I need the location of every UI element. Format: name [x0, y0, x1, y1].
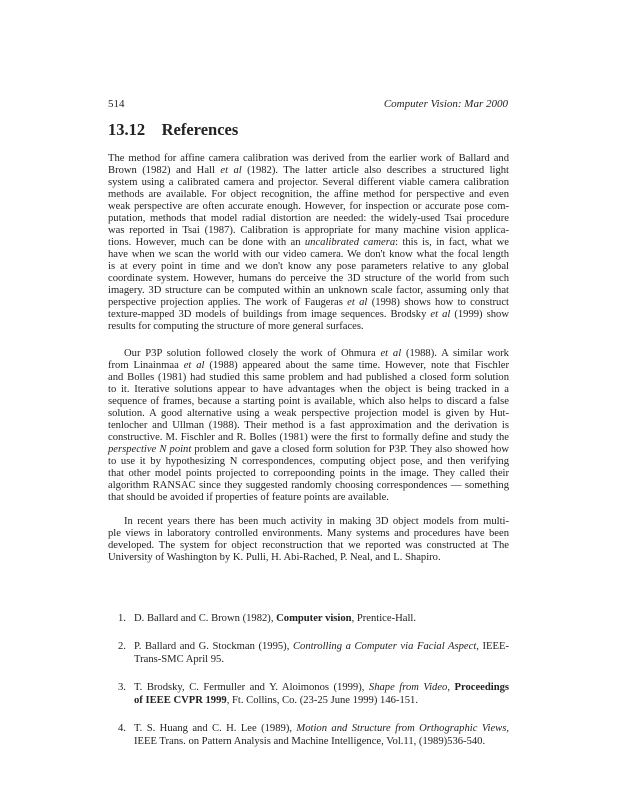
text-run: , — [447, 682, 455, 693]
text-run: to it. Iterative solutions appear to have advantages when the object is being tracked in a — [108, 384, 509, 395]
page-number: 514 — [108, 98, 125, 110]
running-title: Computer Vision: Mar 2000 — [383, 98, 508, 110]
text-line — [108, 261, 509, 273]
italic-text: Motion and Structure from Orthographic Views — [296, 723, 507, 734]
text-run: is at every point in time and we don't know any pose parameters relative to any global — [108, 261, 509, 272]
text-run: methods are available. For object recognition, the affine method for perspective and even — [108, 189, 509, 200]
reference-number: 3. — [118, 682, 126, 693]
text-run: tions. However, much can be done with an — [108, 237, 305, 248]
text-run: perspective projection applies. The work of Faugeras — [108, 297, 348, 308]
text-line — [108, 480, 509, 492]
italic-text: et al — [183, 360, 205, 371]
text-run: coordinate system. However, humans do perceive the 3D structure of the world from such — [108, 273, 509, 284]
text-line — [134, 653, 509, 666]
text-run: that other model points projected to correpoonding points in the image. They called their — [108, 468, 509, 479]
text-run: tenlocher and Ullman (1988). Their method is a fast approximation and the derivation is — [108, 420, 509, 431]
text-line — [108, 492, 509, 504]
paragraph-p3p-solution — [108, 348, 509, 504]
text-run: : this is, in fact, what we — [395, 237, 509, 248]
reference-number: 1. — [118, 613, 126, 624]
text-run: T. S. Huang and C. H. Lee (1989), — [134, 723, 297, 734]
text-run: T. Brodsky, C. Fermuller and Y. Aloimonos (1999), — [134, 682, 369, 693]
italic-text: et al — [347, 297, 368, 308]
text-line — [134, 722, 509, 735]
text-run: P. Ballard and G. Stockman (1995), — [134, 641, 293, 652]
italic-text: et al — [380, 348, 402, 359]
text-line — [108, 165, 509, 177]
bold-text: of IEEE CVPR 1999 — [134, 695, 227, 706]
text-run: have when we scan the world with our video camera. We don't know what the focal length — [108, 249, 509, 260]
text-line — [108, 360, 509, 372]
text-run: (1988) appeared about the same time. However, note that Fischler — [204, 360, 510, 371]
text-run: (1988). A similar work — [401, 348, 509, 359]
text-run: Trans-SMC April 95. — [134, 654, 224, 665]
text-line — [134, 681, 509, 694]
text-run: putation, methods that model radial distortion are needed: the widely-used Tsai procedure — [108, 213, 509, 224]
paragraph-3d-models — [108, 516, 509, 564]
text-run: , — [506, 723, 509, 734]
paragraph-affine-calibration — [108, 153, 509, 333]
text-run: was reported in Tsai (1987). Calibration is appropriate for many machine vision applica- — [108, 225, 509, 236]
text-line — [134, 640, 509, 653]
bold-text: Proceedings — [454, 682, 510, 693]
text-line — [108, 384, 509, 396]
text-line — [108, 408, 509, 420]
italic-text: et al — [430, 309, 451, 320]
text-line — [108, 432, 509, 444]
text-line — [108, 177, 509, 189]
text-line — [108, 309, 509, 321]
text-run: imagery. 3D structure can be computed within an unknown scale factor, assuming only that — [108, 285, 509, 296]
text-line — [108, 444, 509, 456]
text-line — [108, 189, 509, 201]
text-run: (1982). The latter article also describes a structured light — [241, 165, 509, 176]
text-run: sequence of frames, because a starting point is available, which also helps to discard a false — [108, 396, 509, 407]
reference-text — [134, 640, 509, 666]
section-heading: 13.12 References — [108, 120, 239, 139]
text-line — [108, 273, 509, 285]
text-run: , Ft. Collins, Co. (23-25 June 1999) 146-151. — [226, 695, 418, 706]
text-line — [108, 297, 509, 309]
reference-text — [134, 681, 509, 707]
italic-text: et al — [220, 165, 242, 176]
reference-text — [134, 612, 509, 625]
reference-number: 2. — [118, 641, 126, 652]
italic-text: perspective N point — [108, 444, 192, 455]
text-run: developed. The system for object reconstruction that we reported was constructed at The — [108, 540, 509, 551]
text-line — [108, 516, 509, 528]
text-run: , IEEE- — [476, 641, 509, 652]
text-run: problem and gave a closed form solution for P3P. They also showed how — [191, 444, 509, 455]
text-run: , Prentice-Hall. — [351, 613, 416, 624]
text-line — [108, 321, 509, 333]
italic-text: uncalibrated camera — [304, 237, 396, 248]
reference-text — [134, 722, 509, 748]
text-line — [108, 552, 509, 564]
text-line — [134, 735, 509, 748]
text-run: solution. A good alternative using a weak perspective projection model is given by Hut- — [108, 408, 509, 419]
text-run: system using a calibrated camera and projector. Several different viable camera calibration — [108, 177, 509, 188]
text-line — [108, 237, 509, 249]
text-line — [108, 396, 509, 408]
text-run: to use it by hypothesizing N correspondences, computing object pose, and then verifying — [108, 456, 509, 467]
reference-number: 4. — [118, 723, 126, 734]
reference-item — [118, 722, 509, 748]
text-run: (1998) shows how to construct — [367, 297, 509, 308]
text-line — [108, 348, 509, 360]
text-line — [108, 201, 509, 213]
text-run: constructive. M. Fischler and R. Bolles (1981) were the first to formally define and study the — [108, 432, 509, 443]
italic-text: Shape from Video — [368, 682, 448, 693]
text-run: results for computing the structure of more general surfaces. — [108, 321, 364, 332]
text-run: University of Washington by K. Pulli, H. Abi-Rached, P. Neal, and L. Shapiro. — [108, 552, 441, 563]
text-line — [108, 213, 509, 225]
text-line — [108, 468, 509, 480]
text-line — [108, 420, 509, 432]
text-line — [134, 694, 509, 707]
text-run: The method for affine camera calibration was derived from the earlier work of Ballard and — [108, 153, 509, 164]
text-run: In recent years there has been much activity in making 3D object models from multi- — [124, 516, 509, 527]
text-run: algorithm RANSAC since they suggested randomly choosing correspondences — something — [108, 480, 509, 491]
text-run: IEEE Trans. on Pattern Analysis and Machine Intelligence, Vol.11, (1989)536-540. — [134, 736, 486, 747]
text-run: from Linainmaa — [108, 360, 184, 371]
reference-item — [118, 640, 509, 666]
text-run: (1999) show — [450, 309, 509, 320]
text-run: texture-mapped 3D models of buildings from image sequences. Brodsky — [108, 309, 431, 320]
text-run: weak perspective are often accurate enough. However, for inspection or accurate pose com- — [108, 201, 509, 212]
text-line — [108, 540, 509, 552]
bold-text: Computer vision — [276, 613, 352, 624]
text-line — [108, 285, 509, 297]
text-run: that should be avoided if properties of feature points are available. — [108, 492, 389, 503]
text-line — [108, 528, 509, 540]
text-line — [108, 456, 509, 468]
text-run: and Bolles (1981) had studied this same problem and had published a closed form solution — [108, 372, 509, 383]
text-run: Brown (1982) and Hall — [108, 165, 221, 176]
italic-text: Controlling a Computer via Facial Aspect — [292, 641, 477, 652]
text-run: Our P3P solution followed closely the work of Ohmura — [124, 348, 381, 359]
reference-item — [118, 612, 509, 625]
text-line — [108, 249, 509, 261]
text-line — [134, 612, 509, 625]
text-run: D. Ballard and C. Brown (1982), — [134, 613, 277, 624]
text-run: ple views in laboratory controlled environments. Many systems and procedures have been — [108, 528, 509, 539]
text-line — [108, 153, 509, 165]
text-line — [108, 225, 509, 237]
text-line — [108, 372, 509, 384]
reference-item — [118, 681, 509, 707]
